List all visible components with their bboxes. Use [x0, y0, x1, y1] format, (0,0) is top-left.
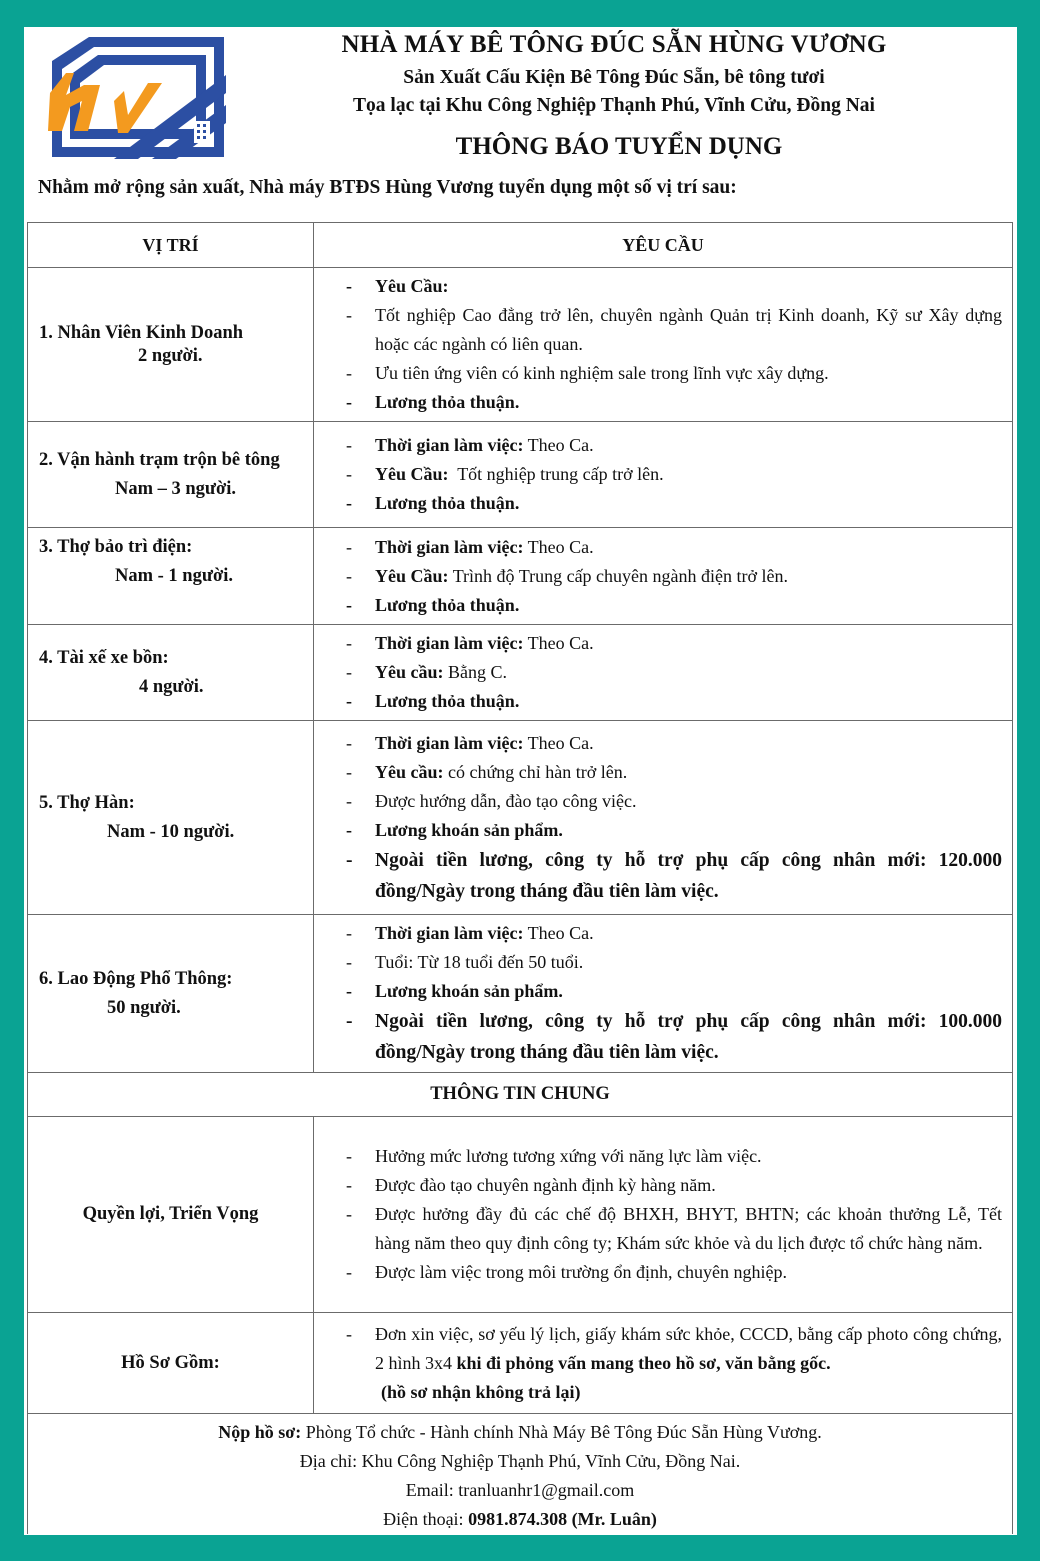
job-requirements: [314, 528, 1013, 625]
benefits-row: [28, 1117, 1013, 1313]
job-requirements: [314, 422, 1013, 528]
list-item: - Yêu cầu: có chứng chỉ hàn trở lên.: [346, 758, 1002, 787]
job-position: [28, 422, 314, 528]
job-row: [28, 422, 1013, 528]
list-item: - Lương khoán sản phẩm.: [346, 816, 1002, 845]
job-row: [28, 915, 1013, 1073]
list-item: - Được làm việc trong môi trường ổn định, chuyên nghiệp.: [346, 1258, 1002, 1287]
list-item: - Được hướng dẫn, đào tạo công việc.: [346, 787, 1002, 816]
job-count: Nam - 10 người.: [107, 821, 235, 842]
list-item: - Thời gian làm việc: Theo Ca.: [346, 629, 1002, 658]
list-item: - Lương thỏa thuận.: [346, 591, 1002, 620]
job-position: [28, 915, 314, 1073]
address: Địa chỉ: Khu Công Nghiệp Thạnh Phú, Vĩnh Cửu, Đồng Nai.: [299, 1451, 741, 1471]
general-heading: THÔNG TIN CHUNG: [28, 1073, 1013, 1117]
list-item: - Ngoài tiền lương, công ty hỗ trợ phụ cấp công nhân mới: 120.000 đồng/Ngày trong tháng đầu tiên làm việc.: [346, 845, 1002, 907]
job-count: Nam - 1 người.: [115, 566, 233, 586]
job-position: [28, 721, 314, 915]
job-row: [28, 268, 1013, 422]
footer-row: [28, 1414, 1013, 1535]
general-heading-row: [28, 1073, 1013, 1117]
job-table: [27, 222, 1013, 1534]
list-item: - Lương thỏa thuận.: [346, 388, 1002, 417]
recruitment-notice: [24, 27, 1017, 1535]
documents-row: [28, 1313, 1013, 1414]
list-item: - Yêu Cầu: Trình độ Trung cấp chuyên ngành điện trở lên.: [346, 562, 1002, 591]
list-item: - Được đào tạo chuyên ngành định kỳ hàng năm.: [346, 1171, 1002, 1200]
email: Email: tranluanhr1@gmail.com: [405, 1480, 635, 1500]
list-item: - Thời gian làm việc: Theo Ca.: [346, 729, 1002, 758]
job-position: [28, 268, 314, 422]
table-header-row: [28, 223, 1013, 268]
documents-label: Hồ Sơ Gồm:: [28, 1313, 314, 1414]
list-item: - Yêu Cầu:: [346, 272, 1002, 301]
notice-title: THÔNG BÁO TUYỂN DỤNG: [455, 133, 783, 160]
job-title: 5. Thợ Hàn:: [39, 792, 135, 813]
job-row: [28, 528, 1013, 625]
job-title: 2. Vận hành trạm trộn bê tông: [39, 449, 280, 470]
company-location: Tọa lạc tại Khu Công Nghiệp Thạnh Phú, Vĩnh Cửu, Đồng Nai: [353, 95, 875, 116]
documents-note: (hồ sơ nhận không trả lại): [381, 1381, 581, 1402]
documents-list: [314, 1313, 1013, 1414]
job-row: [28, 625, 1013, 721]
phone: Điện thoại: 0981.874.308 (Mr. Luân): [383, 1509, 657, 1529]
job-count: Nam – 3 người.: [115, 478, 237, 499]
list-item: - Hưởng mức lương tương xứng với năng lực làm việc.: [346, 1142, 1002, 1171]
submit-info: Nộp hồ sơ: Phòng Tổ chức - Hành chính Nhà Máy Bê Tông Đúc Sẵn Hùng Vương.: [218, 1422, 822, 1442]
job-requirements: [314, 721, 1013, 915]
list-item: - Ưu tiên ứng viên có kinh nghiệm sale trong lĩnh vực xây dựng.: [346, 359, 1002, 388]
job-position: [28, 528, 314, 625]
list-item: - Tuổi: Từ 18 tuổi đến 50 tuổi.: [346, 948, 1002, 977]
list-item: - Yêu cầu: Bằng C.: [346, 658, 1002, 687]
col-header-position: VỊ TRÍ: [28, 223, 314, 268]
benefits-list: [314, 1117, 1013, 1313]
job-requirements: [314, 915, 1013, 1073]
list-item: - Thời gian làm việc: Theo Ca.: [346, 919, 1002, 948]
job-count: 2 người.: [138, 345, 203, 366]
list-item: - Đơn xin việc, sơ yếu lý lịch, giấy khám sức khỏe, CCCD, bằng cấp photo công chứng, 2 hình 3x4 khi đi phỏng vấn mang theo hồ sơ, văn bằng gốc.: [346, 1320, 1002, 1378]
list-item: - Lương thỏa thuận.: [346, 687, 1002, 716]
company-logo: [44, 35, 226, 159]
list-item: - Được hưởng đầy đủ các chế độ BHXH, BHYT, BHTN; các khoản thưởng Lễ, Tết hàng năm theo quy định công ty; Khám sức khỏe và du lịch được tổ chức hàng năm.: [346, 1200, 1002, 1258]
list-item: - Lương thỏa thuận.: [346, 489, 1002, 518]
list-item: - Lương khoán sản phẩm.: [346, 977, 1002, 1006]
job-requirements: [314, 625, 1013, 721]
job-title: 6. Lao Động Phổ Thông:: [39, 968, 233, 989]
job-title: 4. Tài xế xe bồn:: [39, 647, 169, 668]
job-requirements: [314, 268, 1013, 422]
list-item: - Tốt nghiệp Cao đẳng trở lên, chuyên ngành Quản trị Kinh doanh, Kỹ sư Xây dựng hoặc các ngành có liên quan.: [346, 301, 1002, 359]
list-item: - Thời gian làm việc: Theo Ca.: [346, 533, 1002, 562]
job-position: [28, 625, 314, 721]
job-count: 50 người.: [107, 997, 181, 1018]
contact-info: [28, 1414, 1013, 1535]
company-name: NHÀ MÁY BÊ TÔNG ĐÚC SẴN HÙNG VƯƠNG: [341, 31, 887, 58]
company-business: Sản Xuất Cấu Kiện Bê Tông Đúc Sẵn, bê tông tươi: [403, 67, 825, 88]
job-count: 4 người.: [139, 676, 204, 697]
benefits-label: Quyền lợi, Triển Vọng: [28, 1117, 314, 1313]
job-title: 1. Nhân Viên Kinh Doanh: [39, 322, 244, 343]
list-item: - Ngoài tiền lương, công ty hỗ trợ phụ cấp công nhân mới: 100.000 đồng/Ngày trong tháng đầu tiên làm việc.: [346, 1006, 1002, 1068]
job-row: [28, 721, 1013, 915]
intro-text: Nhằm mở rộng sản xuất, Nhà máy BTĐS Hùng Vương tuyển dụng một số vị trí sau:: [38, 177, 737, 198]
list-item: - Yêu Cầu: Tốt nghiệp trung cấp trở lên.: [346, 460, 1002, 489]
job-title: 3. Thợ bảo trì điện:: [39, 537, 193, 557]
list-item: - Thời gian làm việc: Theo Ca.: [346, 431, 1002, 460]
col-header-requirements: YÊU CẦU: [314, 223, 1013, 268]
